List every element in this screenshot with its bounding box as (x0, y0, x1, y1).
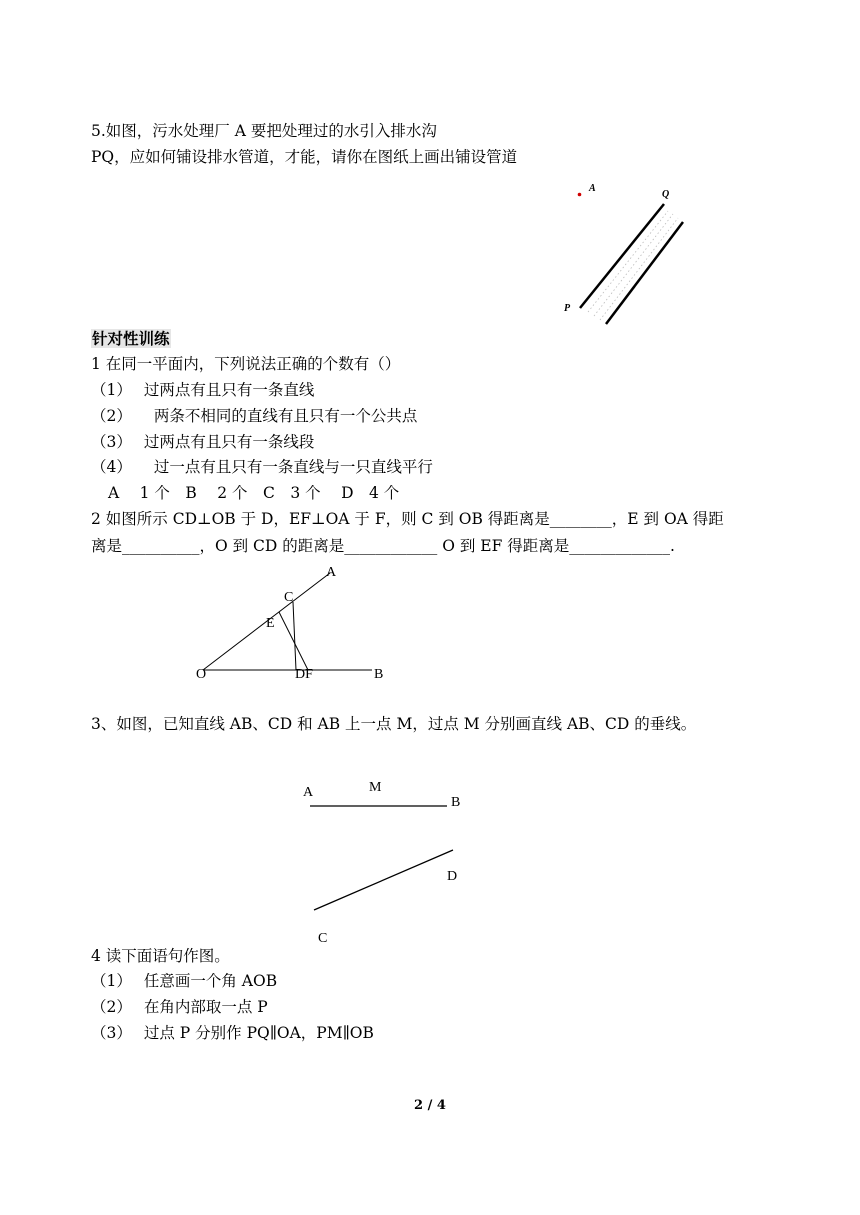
segment-cd (293, 602, 296, 670)
fig3-label-b: B (451, 795, 461, 810)
page-number: 2 / 4 (414, 1098, 446, 1113)
fig2-label-e: E (266, 616, 275, 631)
q5-text-line2: PQ，应如何铺设排水管道，才能，请你在图纸上画出铺设管道 (91, 148, 518, 166)
fig2-label-c: C (284, 590, 294, 605)
p4-stem: 4 读下面语句作图。 (91, 947, 230, 965)
fig2-label-df: DF (295, 667, 313, 682)
p1-item-1: （1） 过两点有且只有一条直线 (91, 381, 315, 399)
p3-text: 3、如图，已知直线 AB、CD 和 AB 上一点 M，过点 M 分别画直线 AB、CD 的垂线。 (91, 715, 697, 733)
p1-item-2: （2） 两条不相同的直线有且只有一个公共点 (91, 407, 418, 425)
p4-item-1: （1） 任意画一个角 AOB (91, 972, 278, 990)
fig5-label-a: A (589, 183, 596, 194)
p1-options: A 1 个 B 2 个 C 3 个 D 4 个 (108, 484, 400, 502)
perpendicular-figure (190, 560, 390, 685)
point-a-dot (578, 193, 582, 197)
p1-stem: 1 在同一平面内，下列说法正确的个数有（） (91, 355, 401, 373)
fig3-label-m: M (369, 780, 382, 795)
ditch-line-pq (580, 204, 664, 308)
fig5-label-p: P (564, 303, 571, 314)
p1-item-3: （3） 过两点有且只有一条线段 (91, 433, 315, 451)
p4-item-3: （3） 过点 P 分别作 PQ∥OA，PM∥OB (91, 1024, 374, 1042)
fig2-label-a: A (326, 565, 337, 580)
p2-text-line1: 2 如图所示 CD⊥OB 于 D，EF⊥OA 于 F，则 C 到 OB 得距离是________，E 到 OA 得距 (91, 510, 724, 528)
q5-text-line1: 5.如图，污水处理厂 A 要把处理过的水引入排水沟 (91, 122, 437, 140)
fig3-label-c: C (318, 931, 328, 946)
fig3-label-a: A (303, 785, 314, 800)
fig2-label-o: O (196, 667, 207, 682)
line-cd (314, 850, 453, 910)
p1-item-4: （4） 过一点有且只有一条直线与一只直线平行 (91, 458, 433, 476)
sewage-figure (560, 180, 690, 330)
section-title: 针对性训练 (92, 329, 170, 348)
fig3-label-d: D (447, 869, 458, 884)
p2-text-line2: 离是__________，O 到 CD 的距离是____________ O 到 EF 得距离是_____________. (91, 537, 675, 555)
fig5-label-q: Q (662, 189, 670, 200)
fig2-label-b: B (374, 667, 384, 682)
p4-item-2: （2） 在角内部取一点 P (91, 998, 268, 1016)
lines-ab-cd-figure (295, 775, 465, 945)
ditch-line-far (606, 222, 683, 324)
